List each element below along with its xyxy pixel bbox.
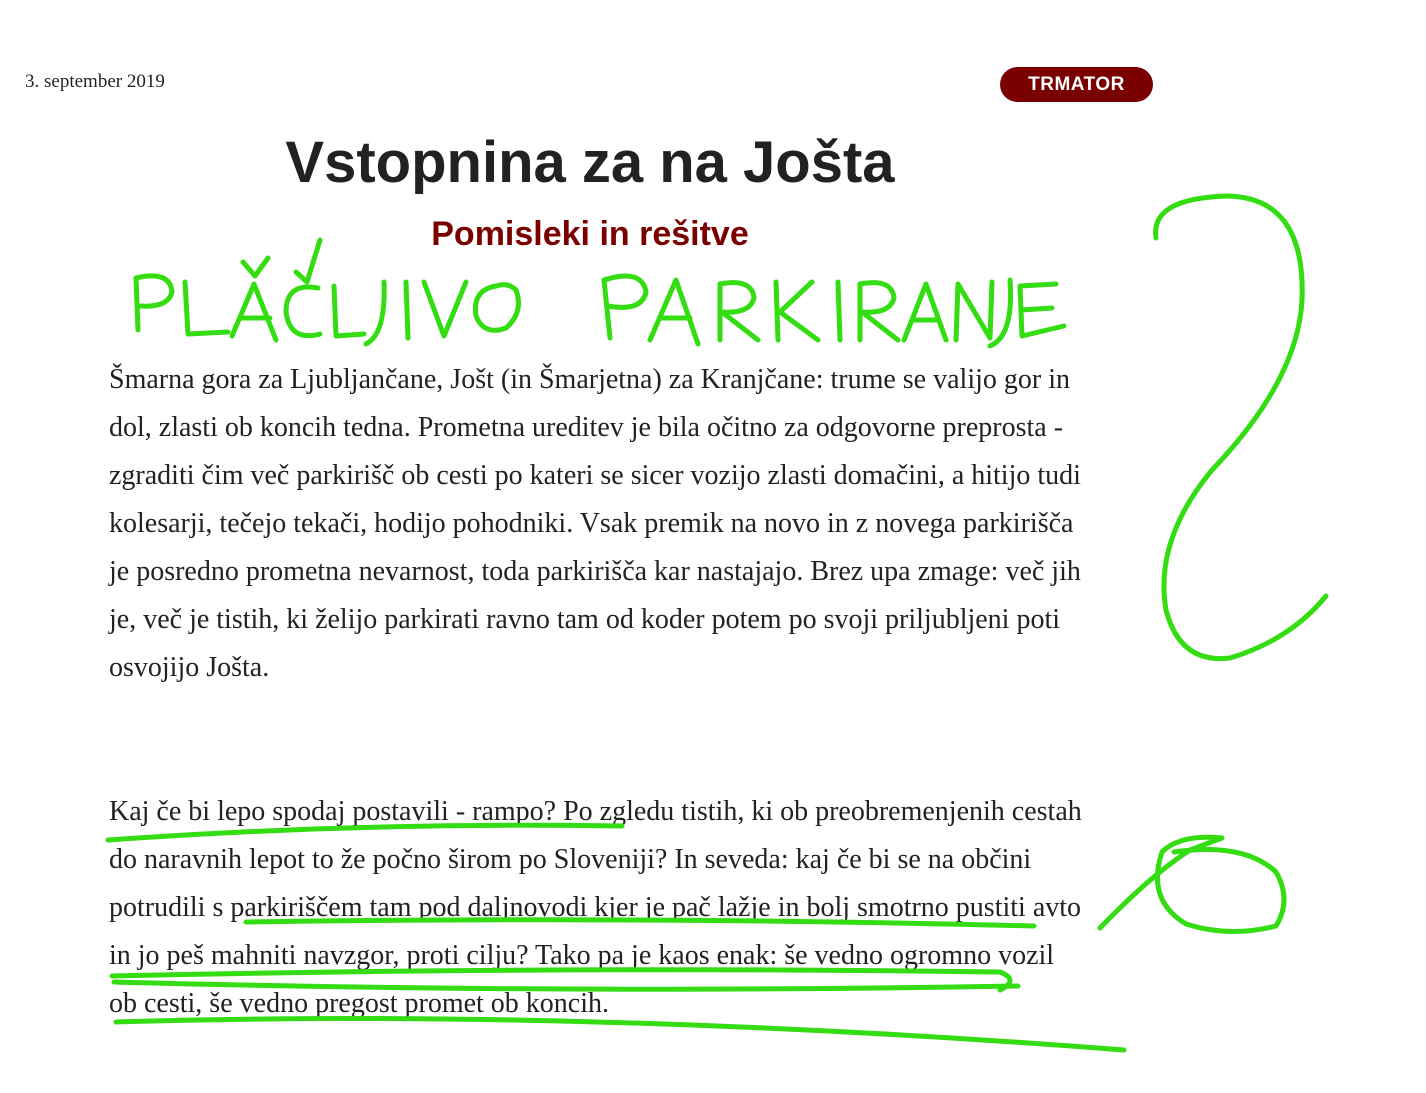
page-title: Vstopnina za na Jošta [285,130,895,195]
margin-curve-mark [1156,196,1326,659]
page-subtitle: Pomisleki in rešitve [431,215,749,253]
article-paragraph-1: Šmarna gora za Ljubljančane, Jošt (in Šmarjetna) za Kranjčane: trume se valijo gor in dol, zlasti ob koncih tedna. Prometna ureditev je bila očitno za odgovorne preprosta - zgraditi čim več parkirišč ob cesti po kateri se sicer vozijo zlasti domačini, a hitijo tudi kolesarji, tečejo tekači, hodijo pohodniki. Vsak premik na novo in z novega parkirišča je posredno prometna nevarnost, toda parkirišča kar nastajajo. Brez upa zmage: več jih je, več je tistih, ki želijo parkirati ravno tam od koder potem po svoji priljubljeni poti osvojijo Jošta. [109,364,1081,683]
article-paragraph-2: Kaj če bi lepo spodaj postavili - rampo? Po zgledu tistih, ki ob preobremenjenih cestah do naravnih lepot to že počno širom po Sloveniji? In seveda: kaj če bi se na občini potrudili s parkiriščem tam pod daljnovodi kjer je pač lažje in bolj smotrno pustiti avto in jo peš mahniti navzgor, proti cilju? Tako pa je kaos enak: še vedno ogromno vozil ob cesti, še vedno pregost promet ob koncih. [109,796,1082,1019]
margin-loop-mark [1100,837,1284,931]
article-date: 3. september 2019 [25,71,165,92]
author-badge[interactable]: TRMATOR [1000,67,1153,102]
